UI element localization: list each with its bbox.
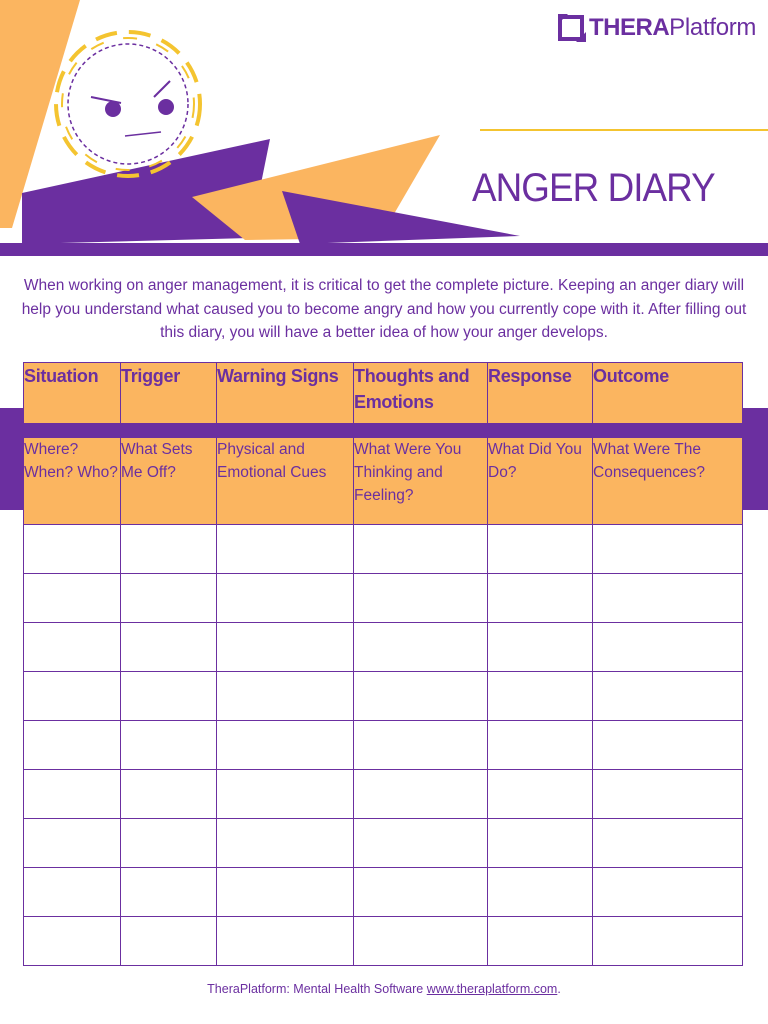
column-header: Situation [24, 363, 121, 424]
entry-cell[interactable] [121, 574, 217, 623]
intro-paragraph: When working on anger management, it is critical to get the complete picture. Keeping an anger diary will help you understand what caused you to become angry and how you currently cope with it. After filling out this diary, you will have a better idea of how your anger develops. [21, 277, 747, 341]
entry-cell[interactable] [121, 770, 217, 819]
entry-cell[interactable] [24, 917, 121, 966]
entry-cell[interactable] [217, 623, 354, 672]
entry-cell[interactable] [593, 917, 743, 966]
footer-text: TheraPlatform: Mental Health Software [207, 982, 427, 996]
entry-cell[interactable] [488, 672, 593, 721]
entry-cell[interactable] [354, 574, 488, 623]
entry-cell[interactable] [24, 868, 121, 917]
entry-cell[interactable] [488, 525, 593, 574]
theraplatform-logo-icon [558, 14, 586, 42]
entry-cell[interactable] [121, 819, 217, 868]
entry-cell[interactable] [217, 574, 354, 623]
angry-face-icon [56, 32, 200, 176]
entry-cell[interactable] [488, 917, 593, 966]
entry-cell[interactable] [24, 819, 121, 868]
entry-cell[interactable] [593, 819, 743, 868]
entry-cell[interactable] [488, 574, 593, 623]
entry-cell[interactable] [24, 574, 121, 623]
table-row [24, 525, 743, 574]
entry-cell[interactable] [121, 672, 217, 721]
prompt-row [24, 438, 743, 525]
column-header: Response [488, 363, 593, 424]
table-row [24, 917, 743, 966]
table-row [24, 623, 743, 672]
entry-cell[interactable] [354, 868, 488, 917]
entry-cell[interactable] [217, 868, 354, 917]
column-header: Warning Signs [217, 363, 354, 424]
table-row [24, 574, 743, 623]
footer-suffix: . [557, 982, 561, 996]
column-header: Thoughts and Emotions [354, 363, 488, 424]
column-prompt: What Sets Me Off? [121, 438, 217, 525]
entry-cell[interactable] [593, 574, 743, 623]
entry-cell[interactable] [593, 770, 743, 819]
title-divider [480, 129, 768, 131]
column-header: Trigger [121, 363, 217, 424]
table-row [24, 721, 743, 770]
entry-cell[interactable] [24, 672, 121, 721]
column-prompt: What Were The Consequences? [593, 438, 743, 525]
column-prompt: Where? When? Who? [24, 438, 121, 525]
entry-cell[interactable] [354, 623, 488, 672]
footer-link[interactable]: www.theraplatform.com [426, 982, 558, 996]
table-row [24, 770, 743, 819]
entry-cell[interactable] [593, 525, 743, 574]
entry-cell[interactable] [488, 721, 593, 770]
entry-cell[interactable] [24, 525, 121, 574]
entry-cell[interactable] [121, 917, 217, 966]
page-title: ANGER DIARY [472, 166, 715, 210]
table-row [24, 819, 743, 868]
entry-cell[interactable] [24, 721, 121, 770]
table-row [24, 672, 743, 721]
entry-cell[interactable] [217, 770, 354, 819]
entry-cell[interactable] [121, 525, 217, 574]
entry-cell[interactable] [593, 868, 743, 917]
entry-cell[interactable] [593, 623, 743, 672]
logo-text-regular: Platform [669, 14, 757, 41]
entry-cell[interactable] [217, 525, 354, 574]
column-prompt: Physical and Emotional Cues [217, 438, 354, 525]
entry-cell[interactable] [217, 721, 354, 770]
entry-cell[interactable] [121, 623, 217, 672]
entry-cell[interactable] [354, 819, 488, 868]
entry-cell[interactable] [488, 623, 593, 672]
entry-cell[interactable] [354, 525, 488, 574]
column-prompt: What Were You Thinking and Feeling? [354, 438, 488, 525]
entry-cell[interactable] [593, 721, 743, 770]
entry-cell[interactable] [488, 770, 593, 819]
entry-cell[interactable] [217, 672, 354, 721]
theraplatform-logo [558, 14, 756, 42]
entry-cell[interactable] [24, 623, 121, 672]
entry-cell[interactable] [488, 819, 593, 868]
entry-cell[interactable] [24, 770, 121, 819]
entry-cell[interactable] [121, 868, 217, 917]
column-prompt: What Did You Do? [488, 438, 593, 525]
entry-cell[interactable] [217, 819, 354, 868]
entry-cell[interactable] [217, 917, 354, 966]
header-gap [24, 424, 743, 438]
entry-cell[interactable] [121, 721, 217, 770]
entry-cell[interactable] [354, 770, 488, 819]
entry-rows [24, 525, 743, 966]
table-row [24, 868, 743, 917]
table-header-row [24, 363, 743, 424]
entry-cell[interactable] [354, 917, 488, 966]
footer [0, 982, 768, 996]
logo-text-bold: THERA [589, 14, 670, 41]
entry-cell[interactable] [593, 672, 743, 721]
entry-cell[interactable] [488, 868, 593, 917]
entry-cell[interactable] [354, 672, 488, 721]
anger-diary-table [23, 362, 743, 966]
entry-cell[interactable] [354, 721, 488, 770]
column-header: Outcome [593, 363, 743, 424]
